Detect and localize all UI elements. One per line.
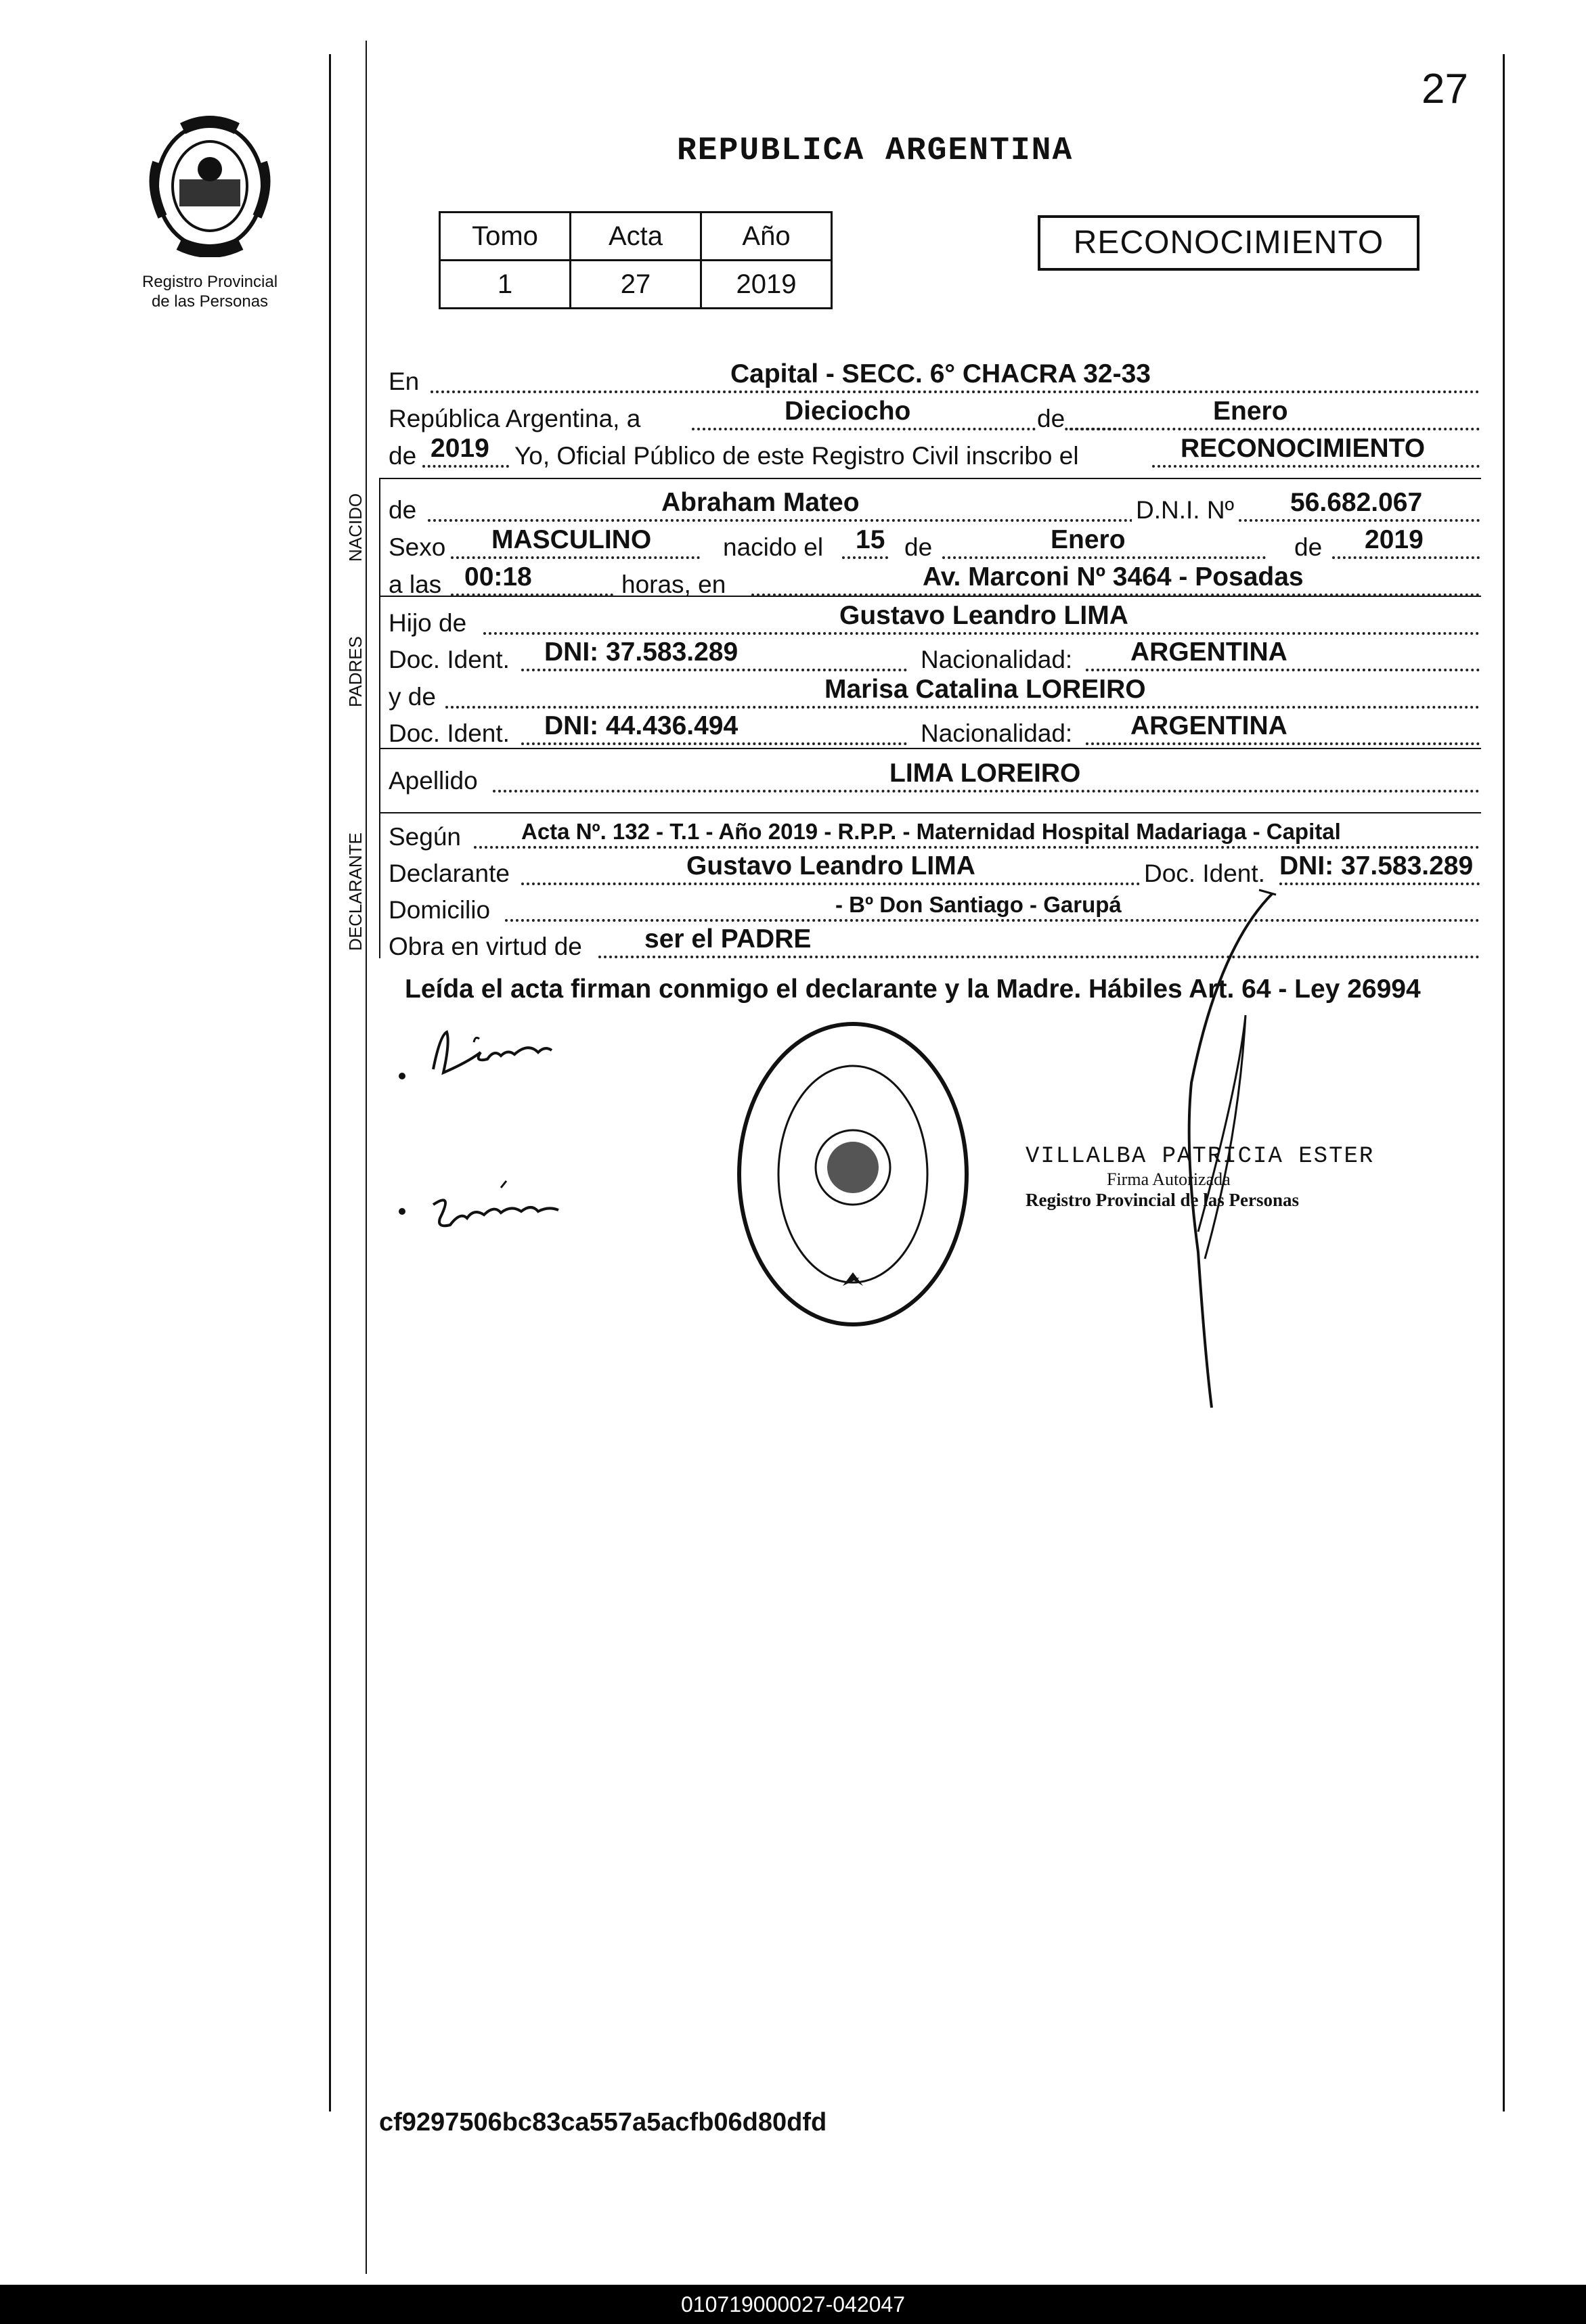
value-padre: Gustavo Leandro LIMA (839, 601, 1128, 630)
side-label-declarante: DECLARANTE (345, 832, 366, 951)
side-label-padres: PADRES (345, 636, 366, 707)
table-value-anio: 2019 (701, 261, 832, 309)
value-madre-dni: DNI: 44.436.494 (544, 711, 739, 740)
value-obra: ser el PADRE (644, 924, 812, 954)
signature-declarante (393, 1022, 616, 1100)
label-republica: República Argentina, a (389, 405, 641, 432)
official-stamp (1026, 1144, 1374, 1211)
right-margin-line (1503, 54, 1505, 2111)
row-en (389, 359, 1480, 396)
label-nacido-el: nacido el (723, 533, 824, 561)
row-declarante (389, 851, 1480, 888)
label-hijo-de: Hijo de (389, 609, 467, 637)
row-padre-doc (389, 640, 1480, 674)
row-segun (389, 818, 1480, 851)
value-apellido: LIMA LOREIRO (889, 759, 1081, 788)
label-apellido: Apellido (389, 767, 478, 795)
footer-barcode-code: 010719000027-042047 (0, 2285, 1586, 2324)
value-padre-dni: DNI: 37.583.289 (544, 638, 739, 667)
row-obra (389, 924, 1480, 961)
label-sexo: Sexo (389, 533, 446, 561)
value-domicilio: - Bº Don Santiago - Garupá (835, 892, 1122, 917)
label-horas-en: horas, en (621, 571, 726, 598)
label-en: En (389, 367, 420, 395)
label-de-mes: de (1037, 405, 1065, 432)
value-anio: 2019 (431, 434, 489, 463)
label-doc-ident-2: Doc. Ident. (389, 719, 510, 747)
value-mes: Enero (1213, 397, 1288, 426)
value-madre: Marisa Catalina LOREIRO (824, 675, 1146, 704)
inner-margin-line (366, 41, 367, 2274)
official-role: Firma Autorizada (1107, 1169, 1231, 1189)
side-label-nacido: NACIDO (345, 493, 366, 562)
document-title: REPUBLICA ARGENTINA (677, 133, 1074, 169)
value-madre-nac: ARGENTINA (1130, 711, 1287, 740)
label-yo: Yo, Oficial Público de este Registro Civil inscribo el (514, 442, 1079, 470)
value-hora: 00:18 (464, 562, 532, 591)
table-header-tomo: Tomo (440, 213, 571, 261)
row-domicilio (389, 891, 1480, 924)
value-nac-dia: 15 (856, 525, 885, 554)
label-a-las: a las (389, 571, 442, 598)
section-bracket (379, 478, 380, 958)
section-divider-declarante (379, 812, 1481, 813)
label-nacionalidad-2: Nacionalidad: (921, 719, 1073, 747)
logo-caption-line2: de las Personas (151, 292, 269, 311)
province-seal-logo (142, 115, 278, 257)
registry-stamp (731, 1015, 975, 1333)
label-dni: D.N.I. Nº (1132, 496, 1234, 524)
value-declarante: Gustavo Leandro LIMA (686, 851, 975, 880)
label-de-anio: de (389, 442, 417, 470)
value-sexo: MASCULINO (491, 525, 652, 554)
value-dni: 56.682.067 (1290, 488, 1423, 517)
value-lugar: Capital - SECC. 6° CHACRA 32-33 (730, 359, 1151, 388)
label-y-de: y de (389, 683, 436, 711)
table-header-acta: Acta (571, 213, 701, 261)
signature-madre (393, 1178, 609, 1255)
row-nombre (389, 488, 1480, 524)
table-header-anio: Año (701, 213, 832, 261)
row-yo (389, 434, 1480, 470)
row-sexo (389, 525, 1480, 562)
label-de-nac-mes: de (904, 533, 933, 561)
label-declarante: Declarante (389, 859, 510, 887)
table-value-acta: 27 (571, 261, 701, 309)
label-de-nac-anio: de (1294, 533, 1323, 561)
row-padre (389, 601, 1480, 638)
row-republica (389, 399, 1480, 433)
value-padre-nac: ARGENTINA (1130, 638, 1287, 667)
logo-caption (129, 272, 291, 311)
section-divider-apellido (379, 748, 1481, 749)
row-hora (389, 562, 1480, 599)
document-hash: cf9297506bc83ca557a5acfb06d80dfd (379, 2108, 827, 2137)
left-margin-line (329, 54, 331, 2111)
label-obra: Obra en virtud de (389, 933, 582, 960)
official-name: VILLALBA PATRICIA ESTER (1026, 1144, 1375, 1169)
row-apellido (389, 761, 1480, 795)
label-domicilio: Domicilio (389, 896, 491, 924)
page-number: 27 (1422, 66, 1468, 112)
value-lugar-nac: Av. Marconi Nº 3464 - Posadas (923, 562, 1304, 591)
value-tipo: RECONOCIMIENTO (1181, 434, 1426, 463)
label-doc-ident-3: Doc. Ident. (1140, 859, 1265, 888)
value-dia: Dieciocho (785, 397, 911, 426)
value-segun: Acta Nº. 132 - T.1 - Año 2019 - R.P.P. - Maternidad Hospital Madariaga - Capital (521, 819, 1341, 844)
label-doc-ident-1: Doc. Ident. (389, 646, 510, 673)
document-type-box: RECONOCIMIENTO (1038, 215, 1419, 271)
label-segun: Según (389, 823, 461, 851)
row-madre-doc (389, 711, 1480, 748)
value-nac-mes: Enero (1051, 525, 1126, 554)
label-de-nombre: de (389, 496, 417, 524)
value-declarante-dni: DNI: 37.583.289 (1279, 851, 1474, 880)
logo-caption-line1: Registro Provincial (141, 273, 278, 291)
tomo-acta-table (439, 211, 833, 309)
section-divider-nacido (379, 478, 1481, 479)
value-nac-anio: 2019 (1365, 525, 1424, 554)
row-madre (389, 677, 1480, 711)
value-nombre: Abraham Mateo (661, 488, 860, 517)
table-value-tomo: 1 (440, 261, 571, 309)
closing-note: Leída el acta firman conmigo el declarante y la Madre. Hábiles Art. 64 - Ley 26994 (405, 975, 1421, 1004)
label-nacionalidad-1: Nacionalidad: (921, 646, 1073, 673)
official-office: Registro Provincial de las Personas (1026, 1190, 1299, 1210)
